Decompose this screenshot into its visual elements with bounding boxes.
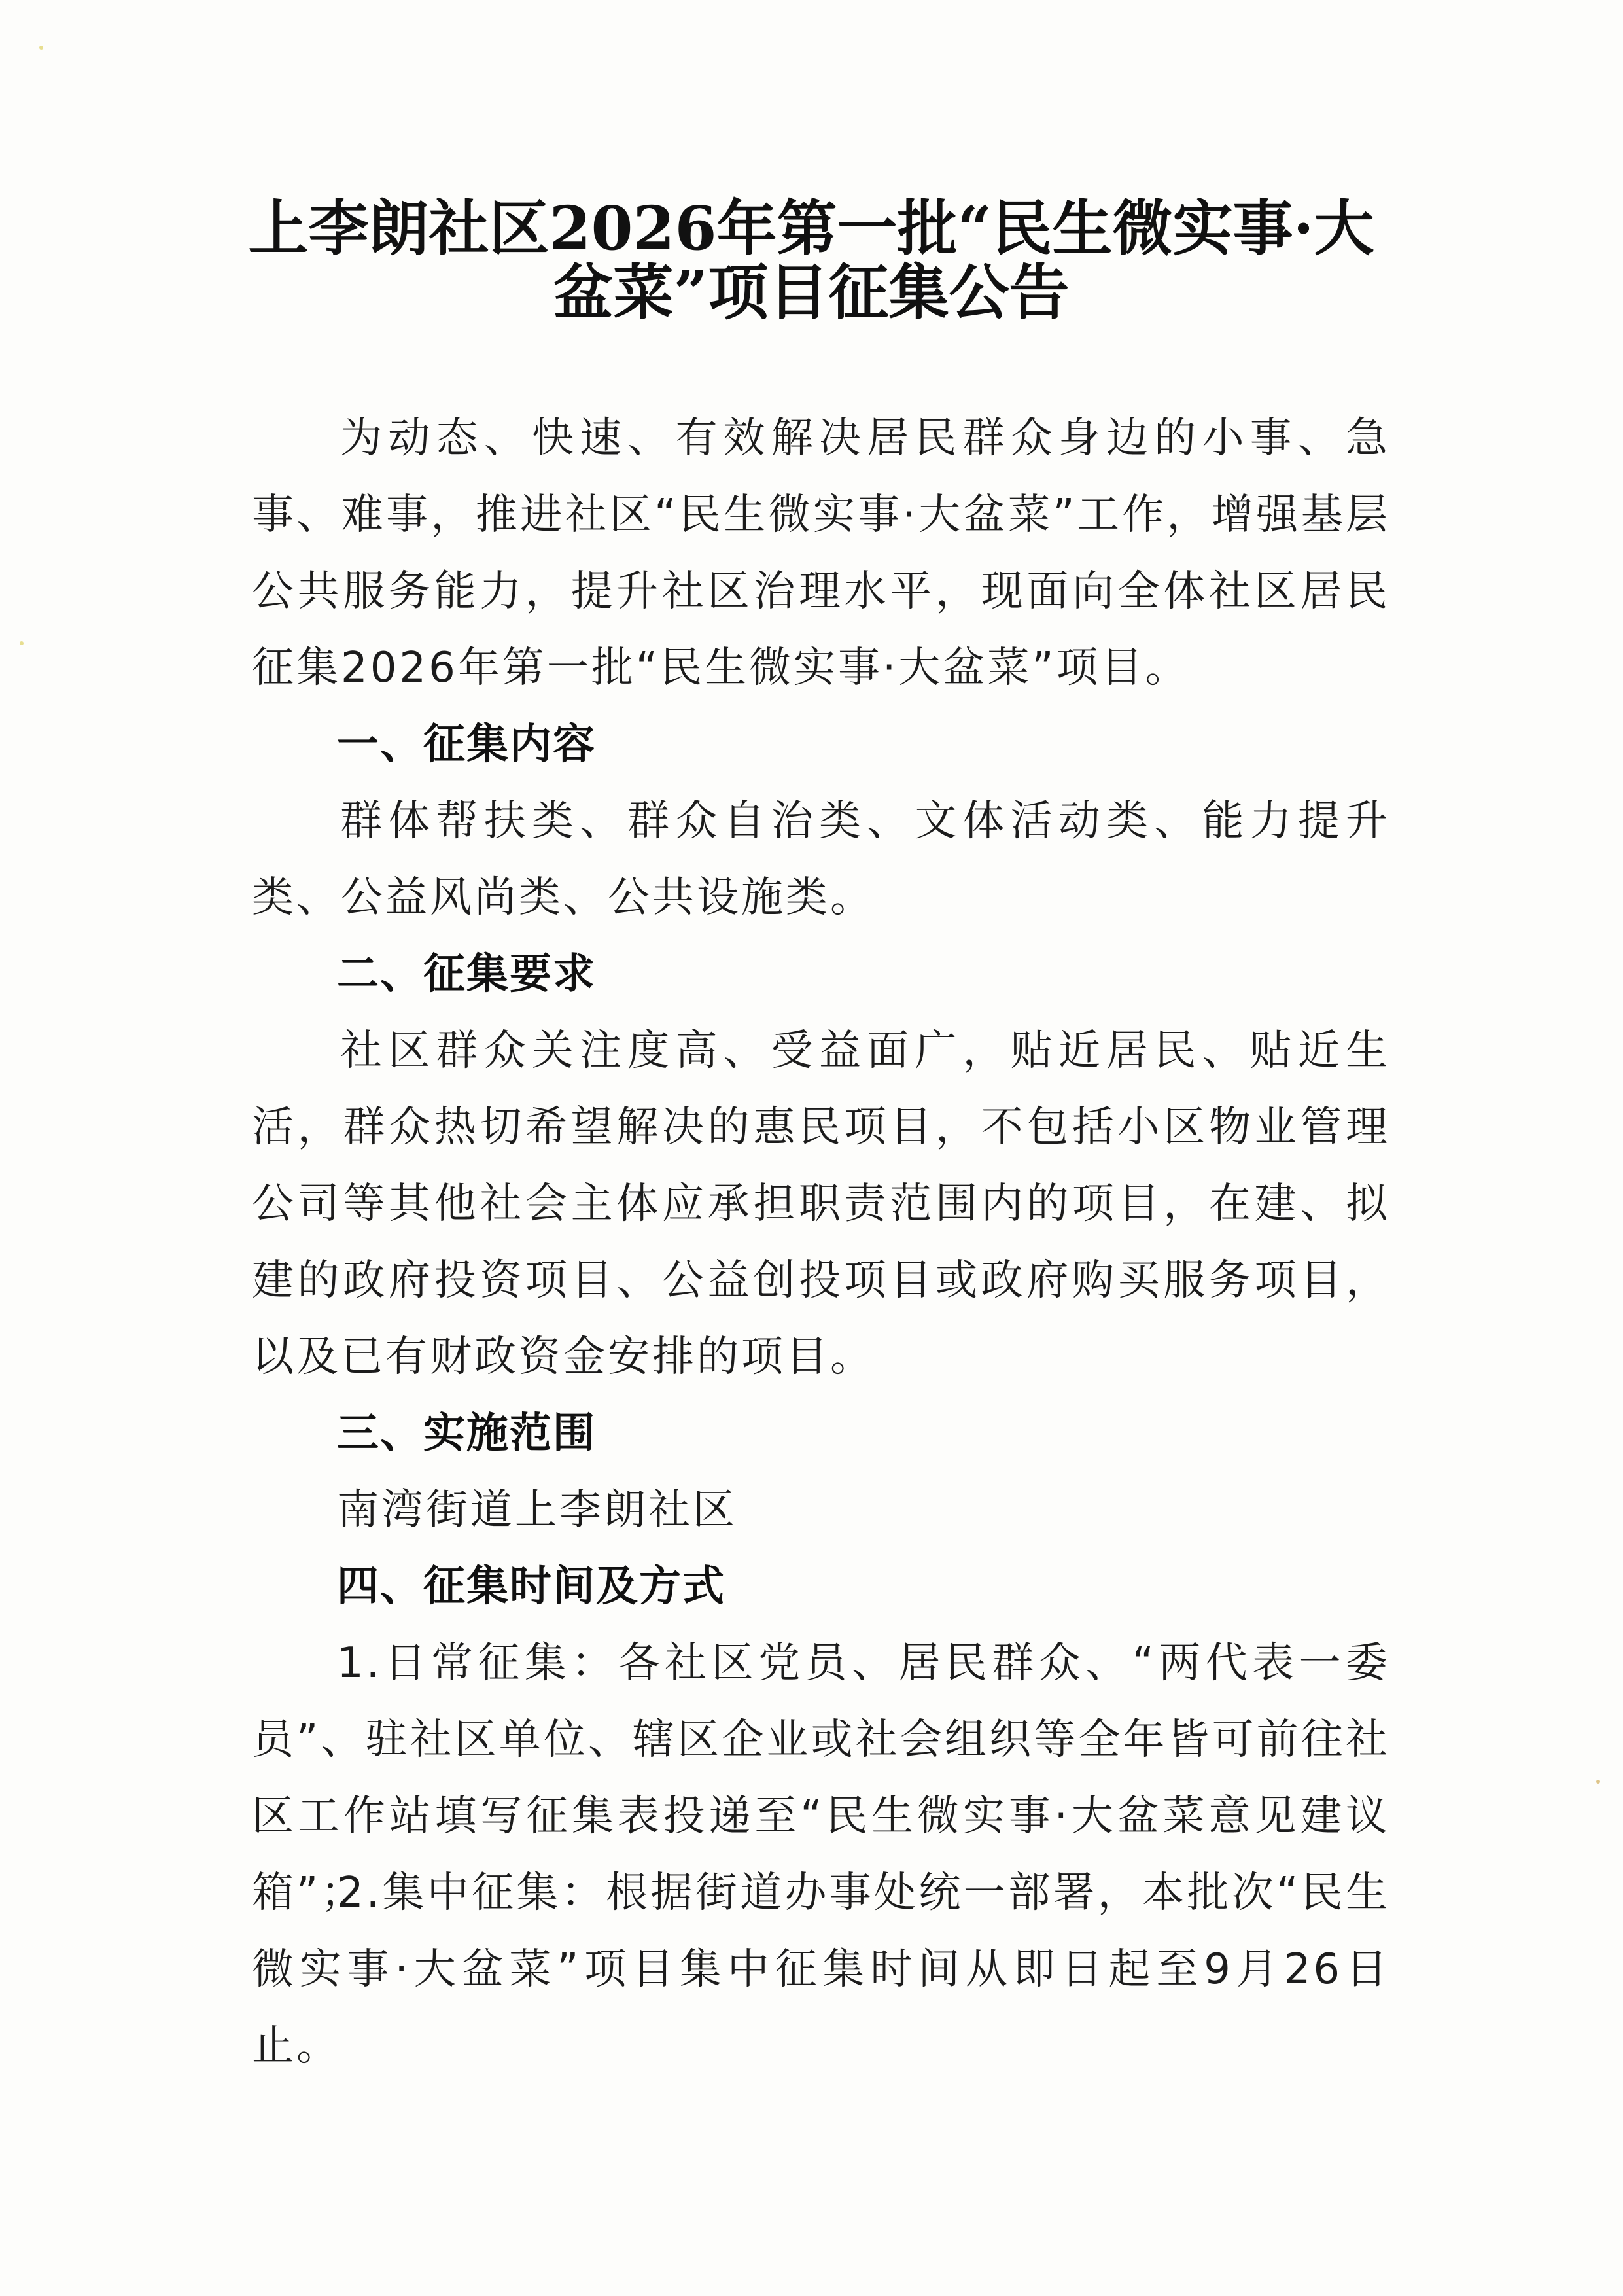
scan-speck [20, 641, 24, 645]
section-4-item-2 [252, 1855, 1390, 2085]
section-1-text: 群体帮扶类、群众自治类、文体活动类、能力提升类、公益风尚类、公共设施类。 [252, 797, 1390, 922]
scan-speck [39, 46, 43, 50]
section-1-heading: 一、征集内容 [337, 720, 596, 769]
section-4-heading: 四、征集时间及方式 [337, 1563, 725, 1611]
intro-paragraph [252, 400, 1390, 707]
scan-speck [1596, 1780, 1600, 1784]
section-3-heading: 三、实施范围 [337, 1409, 596, 1458]
document-title-line-1: 上李朗社区2026年第一批“民生微实事·大 [248, 193, 1374, 264]
intro-text: 为动态、快速、有效解决居民群众身边的小事、急事、难事，推进社区“民生微实事·大盆菜”工作，增强基层公共服务能力，提升社区治理水平，现面向全体社区居民征集2026年第一批“民生微实事·大盆菜”项目。 [252, 414, 1390, 692]
section-2-heading: 二、征集要求 [337, 950, 596, 998]
section-2-body [252, 1013, 1390, 1396]
document-title-line-2: 盆菜”项目征集公告 [553, 257, 1070, 328]
section-4-item-1-text: 1.日常征集：各社区党员、居民群众、“两代表一委员”、驻社区单位、辖区企业或社会组织等全年皆可前往社区工作站填写征集表投递至“民生微实事·大盆菜意见建议箱”； [252, 1639, 1390, 1917]
section-3-body: 南湾街道上李朗社区 [337, 1486, 737, 1534]
section-2-text: 社区群众关注度高、受益面广，贴近居民、贴近生活，群众热切希望解决的惠民项目，不包括小区物业管理公司等其他社会主体应承担职责范围内的项目，在建、拟建的政府投资项目、公益创投项目或政府购买服务项目，以及已有财政资金安排的项目。 [252, 1027, 1390, 1381]
section-1-body [252, 783, 1390, 936]
section-4-item-2-text: 2.集中征集：根据街道办事处统一部署，本批次“民生微实事·大盆菜”项目集中征集时间从即日起至9月26日止。 [252, 1869, 1390, 2070]
